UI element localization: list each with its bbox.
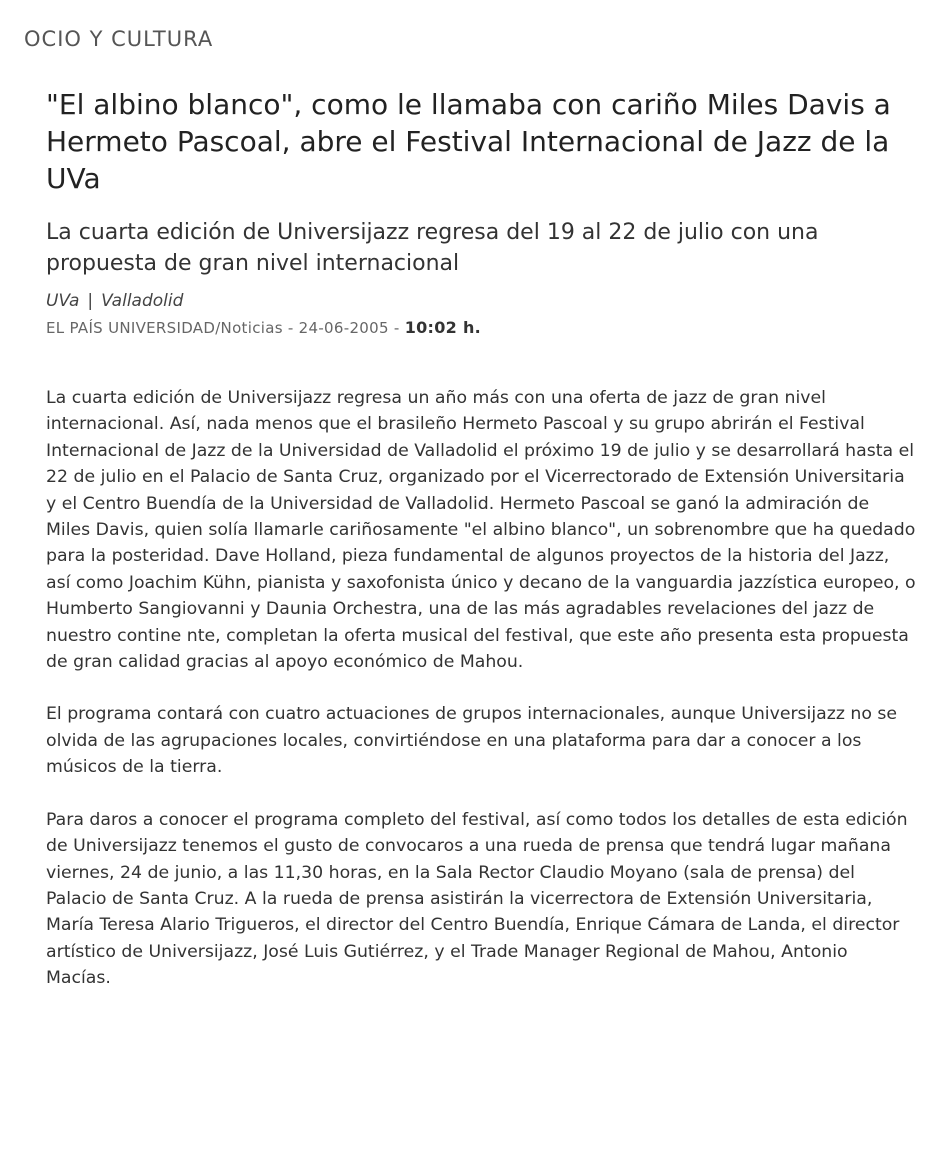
body-paragraph: La cuarta edición de Universijazz regresa un año más con una oferta de jazz de gran nivel internacional. Así, nada menos que el brasileño Hermeto Pascoal y su grupo abrirán el Festival Internacional de Jazz de la Universidad de Valladolid el próximo 19 de julio y se desarrollará hasta el 22 de julio en el Palacio de Santa Cruz, organizado por el Vicerrectorado de Extensión Universitaria y el Centro Buendía de la Universidad de Valladolid. Hermeto Pascoal se ganó la admiración de Miles Davis, quien solía llamarle cariñosamente "el albino blanco", un sobrenombre que ha quedado para la posteridad. Dave Holland, pieza fundamental de algunos proyectos de la historia del Jazz, así como Joachim Kühn, pianista y saxofonista único y decano de la vanguardia jazzística europeo, o Humberto Sangiovanni y Daunia Orchestra, una de las más agradables revelaciones del jazz de nuestro contine nte, completan la oferta musical del festival, que este año presenta esta propuesta de gran calidad gracias al apoyo económico de Mahou.: [46, 388, 916, 673]
body-paragraph: Para daros a conocer el programa completo del festival, así como todos los detalles de esta edición de Universijazz tenemos el gusto de convocaros a una rueda de prensa que tendrá lugar mañana viernes, 24 de junio, a las 11,30 horas, en la Sala Rector Claudio Moyano (sala de prensa) del Palacio de Santa Cruz. A la rueda de prensa asistirán la vicerrectora de Extensión Universitaria, María Teresa Alario Trigueros, el director del Centro Buendía, Enrique Cámara de Landa, el director artístico de Universijazz, José Luis Gutiérrez, y el Trade Manager Regional de Mahou, Antonio Macías.: [46, 809, 908, 989]
dateline-time: 10:02 h.: [404, 318, 482, 337]
byline-location: Valladolid: [101, 291, 184, 311]
section-label: OCIO Y CULTURA: [24, 27, 214, 51]
byline-separator: |: [87, 291, 94, 311]
byline: [46, 289, 183, 313]
article-headline: "El albino blanco", como le llamaba con cariño Miles Davis a Hermeto Pascoal, abre el Festival Internacional de Jazz de la UVa: [46, 88, 891, 195]
dateline-source: EL PAÍS UNIVERSIDAD/Noticias - 24-06-2005 -: [46, 319, 405, 337]
body-paragraph: El programa contará con cuatro actuaciones de grupos internacionales, aunque Universijazz no se olvida de las agrupaciones locales, convirtiéndose en una plataforma para dar a conocer a los músicos de la tierra.: [46, 704, 898, 778]
byline-author: UVa: [46, 291, 80, 311]
article-body: [46, 385, 916, 1018]
dateline: [46, 316, 481, 340]
article-subheadline: La cuarta edición de Universijazz regresa del 19 al 22 de julio con una propuesta de gran nivel internacional: [46, 220, 819, 276]
